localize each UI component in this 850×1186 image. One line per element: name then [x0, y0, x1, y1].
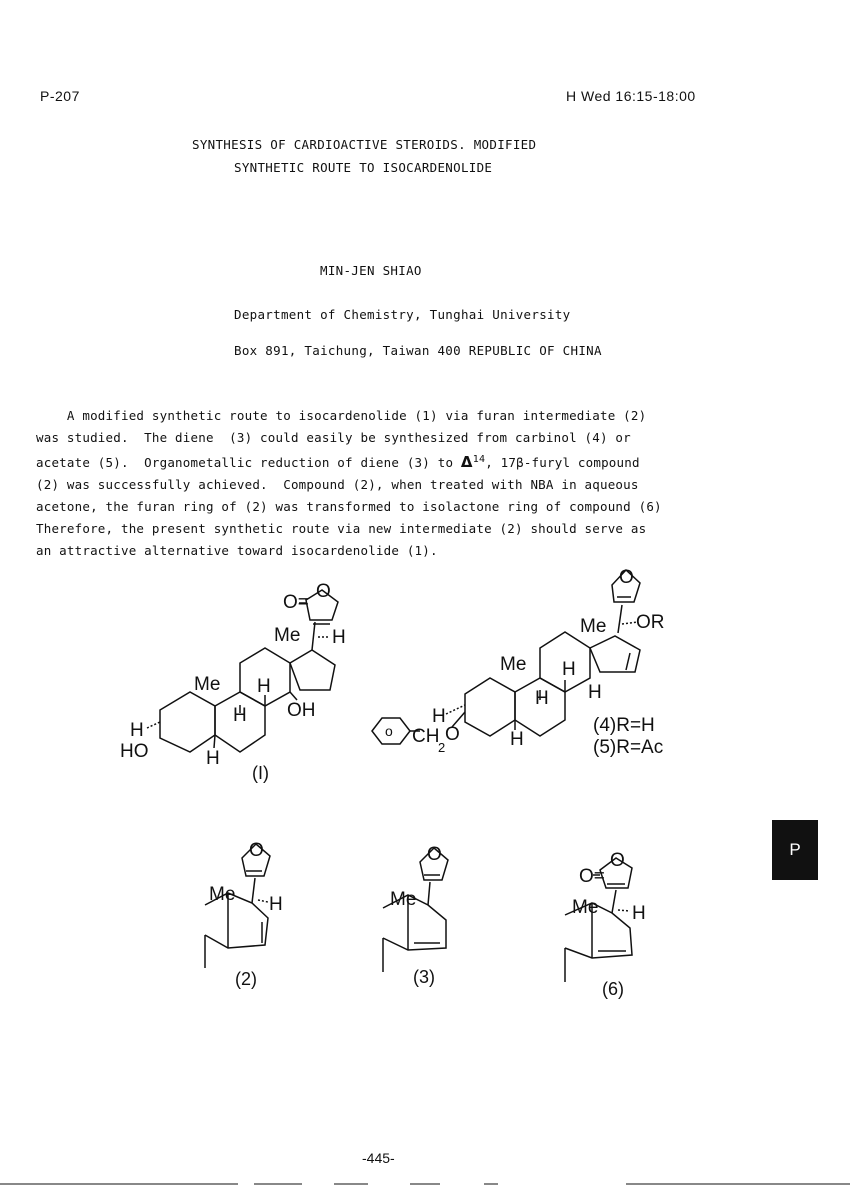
s45-subscript-2: 2: [438, 740, 446, 755]
abstract-line: was studied. The diene (3) could easily be synthesized from carbinol (4) or: [36, 430, 631, 445]
abstract-line: (2) was successfully achieved. Compound (2), when treated with NBA in aqueous: [36, 477, 639, 493]
paper-title-line-1: SYNTHESIS OF CARDIOACTIVE STEROIDS. MODIFIED: [192, 137, 537, 152]
delta-superscript: 14: [472, 454, 486, 465]
abstract-line: an attractive alternative toward isocardenolide (1).: [36, 543, 438, 559]
s45-h14: H: [588, 682, 602, 703]
s1-h5: H: [206, 748, 220, 769]
s2-methyl: Me: [209, 884, 236, 905]
s1-methyl-19: Me: [194, 674, 221, 695]
s45-h8: H: [562, 659, 576, 680]
s45-ring-o: o: [385, 723, 393, 739]
session-code: P-207: [40, 88, 80, 104]
s1-hydroxyl-14: OH: [287, 700, 316, 721]
s6-label: (6): [602, 979, 624, 999]
s1-h9: H: [233, 705, 247, 726]
s6-h: H: [632, 903, 646, 924]
abstract-line: A modified synthetic route to isocardenolide (1) via furan intermediate (2): [36, 408, 647, 423]
affiliation-department: Department of Chemistry, Tunghai University: [234, 307, 571, 322]
abstract-line: acetone, the furan ring of (2) was transformed to isolactone ring of compound (6): [36, 499, 662, 515]
s1-label: (I): [252, 763, 269, 783]
s45-ch2: CH: [412, 726, 440, 747]
delta-symbol: Δ: [460, 453, 473, 472]
section-tab: P: [772, 820, 818, 880]
s45-or: OR: [636, 612, 665, 633]
s1-ring-o: O: [316, 581, 331, 602]
abstract-text: acetate (5). Organometallic reduction of diene (3) to: [36, 455, 461, 471]
structure-6: [565, 850, 646, 999]
s6-methyl: Me: [572, 897, 599, 918]
s45-h5: H: [510, 729, 524, 750]
structure-1: [120, 581, 346, 783]
s45-h3: H: [432, 706, 446, 727]
s1-methyl-18: Me: [274, 625, 301, 646]
s1-h8: H: [257, 676, 271, 697]
structure-2: [205, 840, 283, 989]
s45-furan-o: O: [619, 567, 634, 588]
s45-h9: H: [535, 688, 549, 709]
abstract-line: Therefore, the present synthetic route via new intermediate (2) should serve as: [36, 521, 647, 537]
s2-furan-o: O: [249, 840, 264, 861]
s6-carbonyl-o: O=: [579, 866, 605, 887]
s1-h17: H: [332, 627, 346, 648]
s1-h3: H: [130, 720, 144, 741]
author-name: MIN-JEN SHIAO: [320, 263, 422, 278]
s6-ring-o: O: [610, 850, 625, 871]
s1-hydroxyl-3: HO: [120, 741, 149, 762]
s45-ether-o: O: [445, 724, 460, 745]
s3-label: (3): [413, 967, 435, 987]
page-number: -445-: [362, 1150, 395, 1166]
s45-methyl-18: Me: [580, 616, 607, 637]
s1-carbonyl-o: O=: [283, 592, 309, 613]
structure-4-5: [372, 567, 665, 758]
s3-furan-o: O: [427, 844, 442, 865]
abstract-text: , 17β-furyl compound: [485, 455, 640, 471]
affiliation-address: Box 891, Taichung, Taiwan 400 REPUBLIC OF CHINA: [234, 343, 602, 358]
s45-methyl-19: Me: [500, 654, 527, 675]
paper-title-line-2: SYNTHETIC ROUTE TO ISOCARDENOLIDE: [234, 160, 493, 175]
s2-label: (2): [235, 969, 257, 989]
s45-label-4: (4)R=H: [593, 715, 655, 736]
session-time: H Wed 16:15-18:00: [566, 88, 696, 104]
s45-label-5: (5)R=Ac: [593, 737, 664, 758]
s2-h: H: [269, 894, 283, 915]
structure-3: [383, 844, 448, 987]
s3-methyl: Me: [390, 889, 417, 910]
